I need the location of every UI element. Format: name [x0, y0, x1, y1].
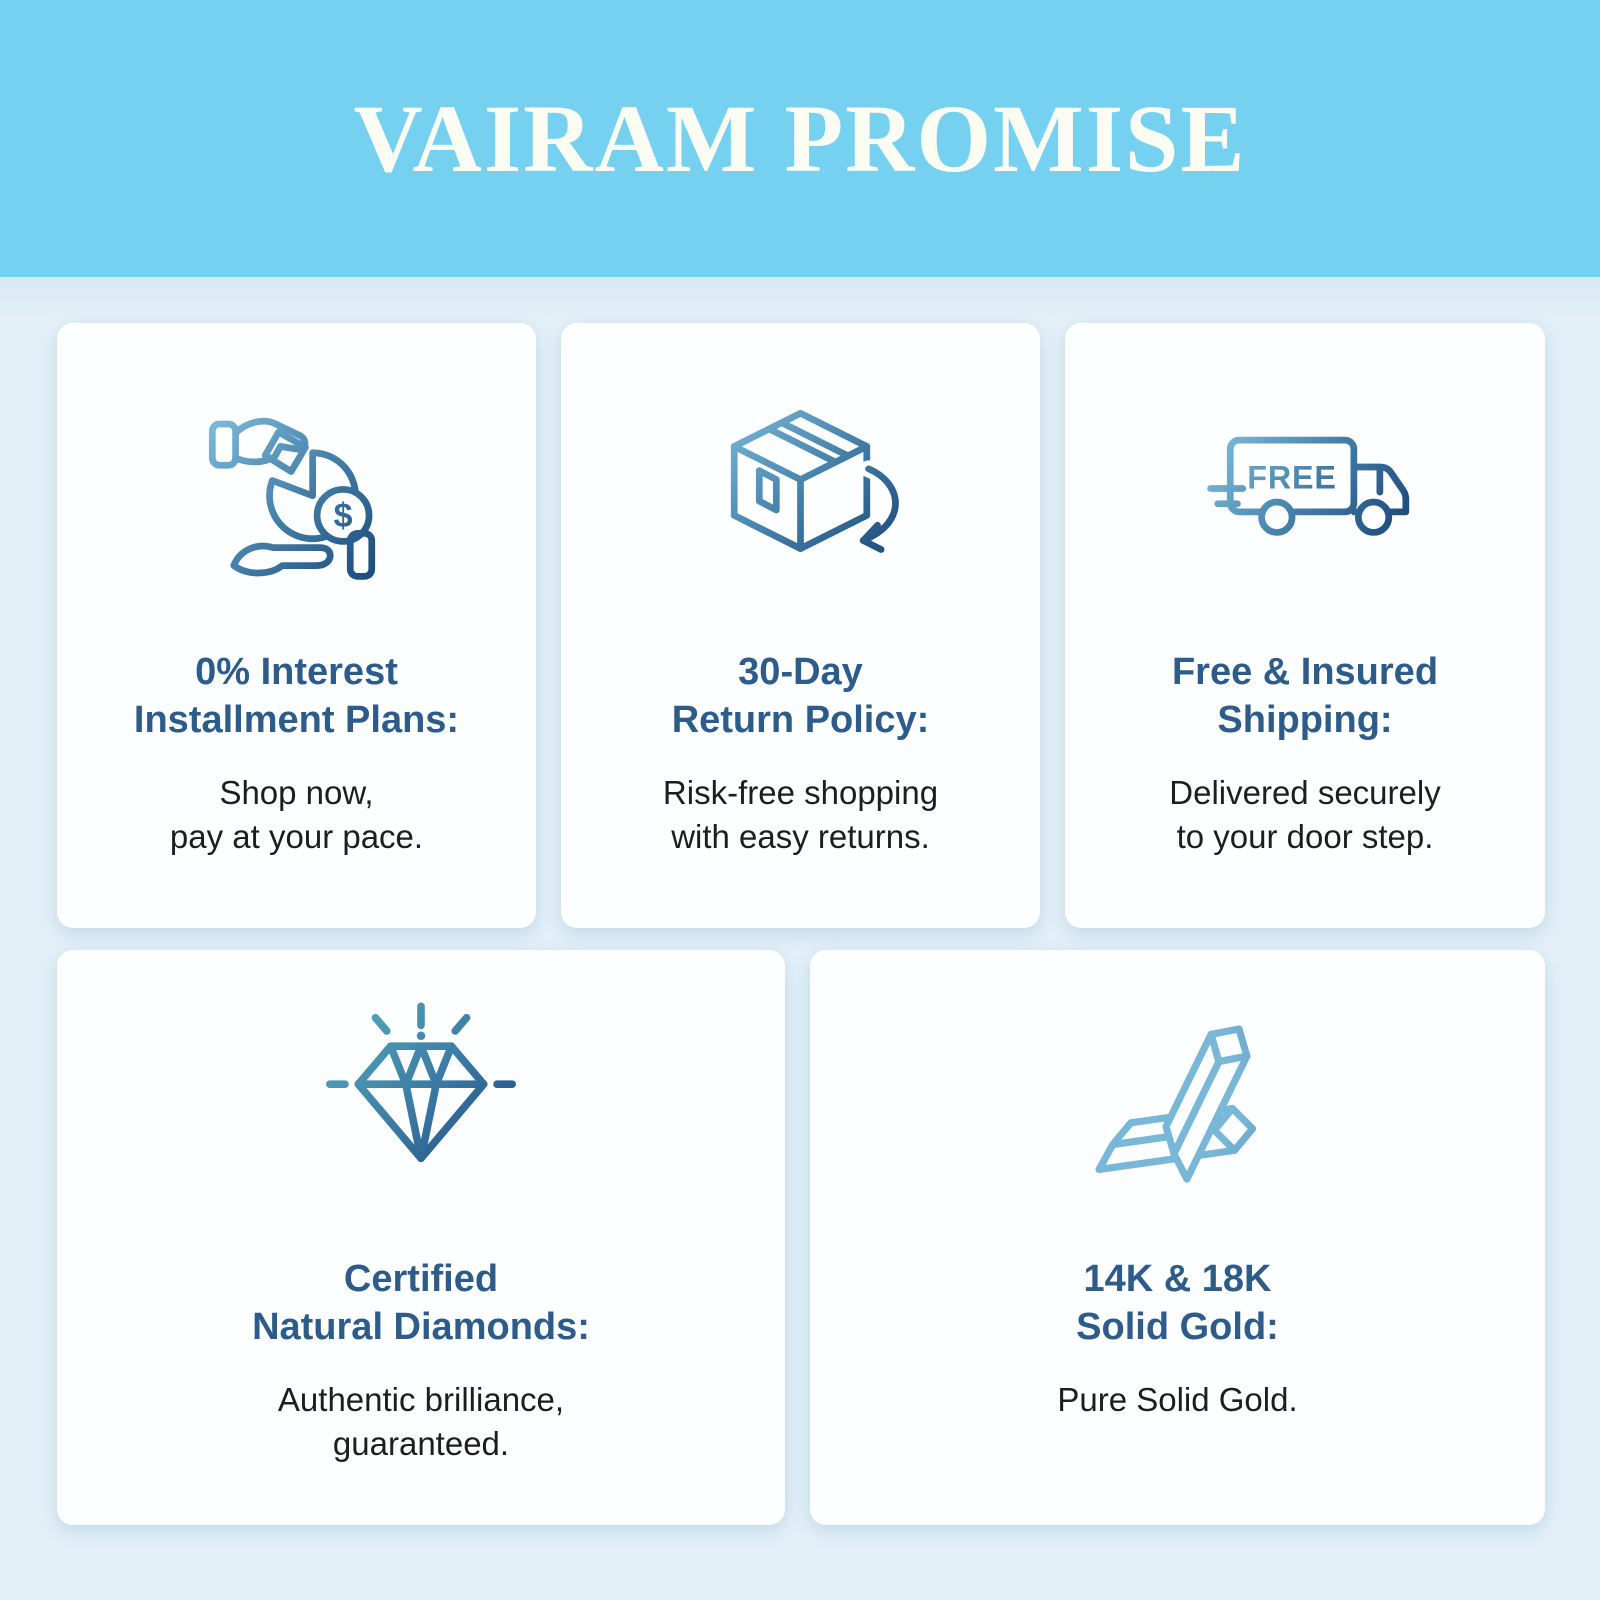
card-certified-diamonds [57, 950, 785, 1525]
card-body [1057, 1378, 1297, 1422]
page-title: VAIRAM PROMISE [353, 85, 1247, 192]
card-body-line: to your door step. [1176, 817, 1434, 855]
header-banner [0, 0, 1600, 277]
sleeve-cuff-top [212, 424, 235, 465]
card-title [252, 1256, 590, 1352]
return-icon-box [693, 393, 908, 601]
free-label: FREE [1246, 459, 1337, 496]
card-return-policy [561, 323, 1040, 928]
diamond-icon-box [307, 998, 535, 1216]
card-body-line: Authentic brilliance, [277, 1380, 565, 1418]
free-delivery-truck-icon [1198, 390, 1413, 605]
card-body [1169, 771, 1440, 859]
card-title-line: 30-Day [738, 651, 863, 693]
return-box-icon [693, 390, 908, 605]
gold-icon-box [1064, 998, 1292, 1216]
card-title-line: Natural Diamonds: [252, 1305, 590, 1348]
installment-icon-box [189, 393, 404, 601]
box-flap [759, 470, 776, 509]
sleeve-cuff-bottom [350, 533, 372, 576]
card-body-line: Delivered securely [1169, 773, 1441, 811]
card-body [663, 771, 938, 859]
card-free-shipping [1065, 323, 1545, 928]
dollar-sign: $ [333, 496, 353, 535]
card-installment-plans [57, 323, 536, 928]
card-body-line: Pure Solid Gold. [1057, 1380, 1298, 1418]
card-title [672, 649, 930, 745]
card-title-line: 0% Interest [195, 651, 398, 693]
card-body-line: Risk-free shopping [662, 773, 939, 811]
diamond-crown-facets [391, 1046, 452, 1084]
card-body [170, 771, 423, 859]
card-title-line: Certified [343, 1258, 499, 1300]
truck-wheel-rear [1261, 501, 1291, 531]
card-title-line: Solid Gold: [1076, 1305, 1279, 1348]
shipping-icon-box [1198, 393, 1413, 601]
card-title [1172, 649, 1438, 745]
card-solid-gold [810, 950, 1545, 1525]
hand-money-installment-icon [189, 390, 404, 605]
card-body-line: guaranteed. [332, 1424, 510, 1462]
sparkle-dot [417, 1031, 426, 1040]
card-body-line: Shop now, [219, 773, 374, 811]
card-title-line: Installment Plans: [133, 698, 460, 741]
truck-wheel-front [1358, 501, 1388, 531]
card-title [134, 649, 459, 745]
card-title [1076, 1256, 1279, 1352]
card-title-line: Free & Insured [1171, 651, 1439, 693]
diamond-icon [307, 993, 535, 1221]
gold-bars-icon [1064, 993, 1292, 1221]
card-body-line: pay at your pace. [169, 817, 424, 855]
speed-lines [1210, 488, 1242, 503]
card-title-line: Shipping: [1217, 698, 1393, 741]
banner-shadow [0, 277, 1600, 319]
open-palm [234, 546, 330, 573]
card-body [278, 1378, 564, 1466]
card-title-line: 14K & 18K [1083, 1258, 1272, 1300]
card-title-line: Return Policy: [671, 698, 930, 741]
card-body-line: with easy returns. [671, 817, 930, 855]
